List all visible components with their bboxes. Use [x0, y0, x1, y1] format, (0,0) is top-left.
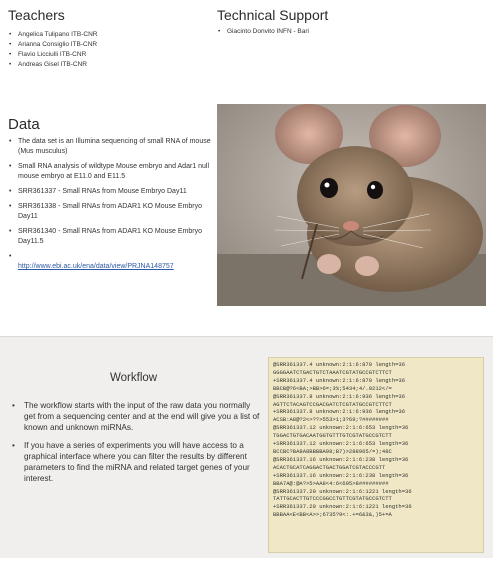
data-heading: Data	[8, 116, 40, 133]
fastq-line: @SRR361337.12 unknown:2:1:6:653 length=36	[273, 424, 409, 432]
data-item: • SRR361338 - Small RNAs from ADAR1 KO Mouse Embryo Day11	[8, 202, 213, 222]
fastq-line: BBA7A@:@A?>5>AA8<4:6<695>8#########	[273, 479, 389, 487]
mouse-photo	[217, 104, 486, 306]
workflow-item: • If you have a series of experiments you will have access to a graphical interface where you can filter the results by different parameters to find the miRNA and related target genes of your interest.	[12, 440, 262, 484]
fastq-line: BCCBC?BA8A8BBBBA98;B7)>288965/=);48C	[273, 447, 392, 455]
teacher-item: • Flavio Licciulli ITB-CNR	[8, 50, 97, 60]
data-item	[8, 252, 213, 272]
data-item: • SRR361337 - Small RNAs from Mouse Embryo Day11	[8, 187, 213, 197]
fastq-line: +SRR361337.12 unknown:2:1:6:653 length=36	[273, 440, 409, 448]
fastq-line: +SRR361337.16 unknown:2:1:6:238 length=36	[273, 471, 409, 479]
fastq-line: ACACTGCATCAGGACTGACTGGATCGTACCCGTT	[273, 463, 386, 471]
teacher-item: • Andreas Gisel ITB-CNR	[8, 60, 97, 70]
fastq-line: @SRR361337.16 unknown:2:1:6:238 length=36	[273, 455, 409, 463]
fastq-line: AGTTCTACAGTCCGACGATCTCGTATGCCGTCTTCT	[273, 400, 392, 408]
fastq-line: @SRR361337.20 unknown:2:1:6:1221 length=36	[273, 487, 412, 495]
fastq-line: BBBAA<E<BB<A>>;6735?9<:.+=6&3&,)5+=A	[273, 511, 392, 519]
workflow-heading: Workflow	[110, 372, 158, 384]
teachers-list	[8, 30, 97, 70]
ebi-data-link[interactable]: http://www.ebi.ac.uk/ena/data/view/PRJNA148757	[18, 263, 174, 270]
fastq-line: +SRR361337.4 unknown:2:1:6:870 length=36	[273, 376, 406, 384]
data-item: • Small RNA analysis of wildtype Mouse embryo and Adar1 null mouse embryo at E11.0 and E11.5	[8, 162, 213, 182]
support-item: • Giacinto Donvito INFN - Bari	[217, 27, 309, 37]
bottom-strip	[0, 558, 493, 567]
fastq-line: @SRR361337.4 unknown:2:1:6:870 length=36	[273, 361, 406, 368]
fastq-line: @SRR361337.8 unknown:2:1:6:936 length=36	[273, 392, 406, 400]
fastq-line: GGGGAATCTGACTGTCTAAATCGTATGCCGTCTTCT	[273, 368, 392, 376]
technical-support-heading: Technical Support	[217, 7, 329, 23]
teacher-item: • Angelica Tulipano ITB-CNR	[8, 30, 97, 40]
workflow-item: • The workflow starts with the input of the raw data you normally get from a sequencing center and at the end will give you a list of known and unknown miRNAs.	[12, 400, 262, 433]
data-list	[8, 137, 213, 277]
fastq-line: ACSB:A8@?2<>??>553>1;3?69;?########	[273, 416, 389, 424]
support-list	[217, 27, 309, 37]
data-item: • SRR361340 - Small RNAs from ADAR1 KO Mouse Embryo Day11.5	[8, 227, 213, 247]
data-item: • The data set is an Illumina sequencing of small RNA of mouse (Mus musculus)	[8, 137, 213, 157]
fastq-sample-box	[268, 357, 484, 553]
fastq-line: +SRR361337.8 unknown:2:1:6:936 length=36	[273, 408, 406, 416]
teacher-item: • Arianna Consiglio ITB-CNR	[8, 40, 97, 50]
fastq-line: +SRR361337.20 unknown:2:1:6:1221 length=36	[273, 503, 412, 511]
fastq-line: TGGACTGTGACAATGGTGTTTGTCGTATGCCGTCTT	[273, 432, 392, 440]
fastq-line: BBCB@?6<BA;>BB>6=;3%;5434;4/.0212</=	[273, 384, 392, 392]
workflow-list	[12, 400, 262, 491]
fastq-line: TATTGCACTTGTCCCGGCCTGTTCGTATGCCGTCTT	[273, 495, 392, 503]
teachers-heading: Teachers	[8, 7, 65, 23]
